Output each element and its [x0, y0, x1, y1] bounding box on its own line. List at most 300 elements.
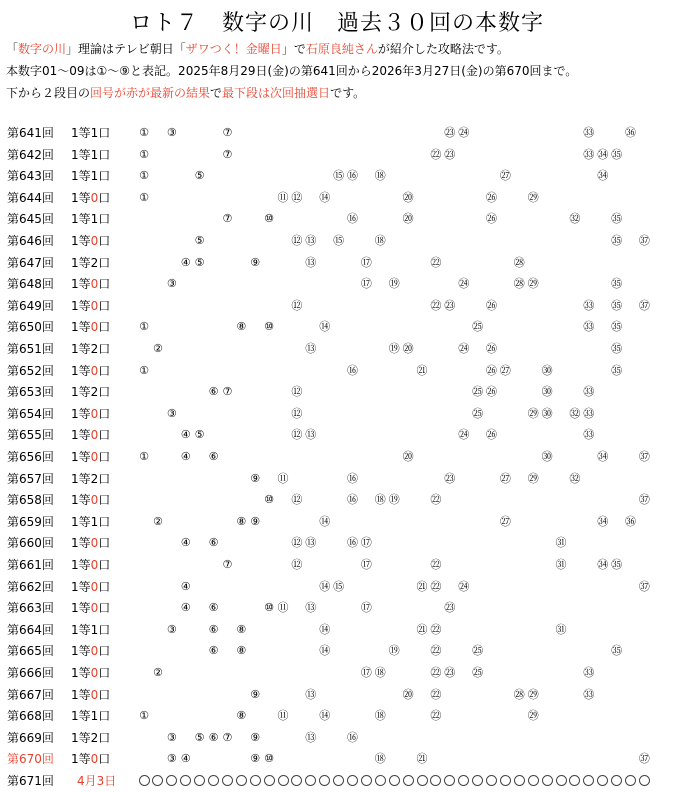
prize-count: 1等2口: [71, 730, 111, 745]
winning-number: ⑦: [222, 126, 233, 139]
empty-slot-circle: [305, 775, 316, 786]
winning-number: ⑧: [236, 709, 247, 723]
winning-number: ⑫: [291, 385, 303, 399]
draw-number: 第662回: [7, 579, 54, 594]
empty-slot-circle: [417, 775, 428, 786]
winning-number: ⑯: [347, 212, 358, 226]
page-title: ロト７ 数字の川 過去３０回の本数字: [129, 11, 544, 36]
winning-number: ⑬: [305, 536, 317, 550]
winning-number: ㉞: [597, 514, 609, 528]
winning-number: ㉞: [597, 558, 609, 571]
winning-number: ②: [152, 514, 163, 528]
table-row: [0, 295, 674, 317]
winning-number: ③: [166, 126, 177, 139]
table-row: [0, 424, 674, 446]
prize-count: 1等0口: [71, 644, 111, 659]
winning-number: ㉔: [458, 428, 470, 442]
winning-number: ㉝: [583, 385, 595, 399]
winning-number: ⑦: [222, 147, 233, 161]
winning-number: ㊲: [638, 450, 650, 463]
draw-number: 第657回: [7, 471, 54, 486]
winning-number: ⑰: [360, 536, 372, 550]
winning-number: ⑫: [291, 298, 303, 312]
table-row: [0, 489, 674, 511]
draw-number: 第664回: [7, 622, 54, 637]
table-row: [0, 252, 674, 274]
winning-number: ⑨: [250, 255, 261, 269]
winning-number: ㉚: [541, 363, 553, 377]
winning-number: ㉖: [486, 363, 497, 377]
empty-slot-circle: [625, 775, 636, 786]
draw-number: 第659回: [7, 514, 54, 529]
winning-number: ⑦: [222, 558, 233, 571]
winning-number: ⑯: [347, 536, 358, 550]
prize-count: 1等0口: [71, 536, 111, 551]
winning-number: ㉒: [430, 687, 442, 701]
winning-number: ㊲: [638, 298, 650, 312]
winning-number: ⑬: [305, 234, 317, 247]
prize-count: 1等0口: [71, 234, 111, 248]
prize-count: 1等1口: [71, 126, 111, 140]
winning-number: ③: [166, 752, 177, 766]
winning-number: ㉟: [611, 644, 623, 658]
winning-number: ⑭: [319, 579, 331, 593]
winning-number: ⑫: [291, 428, 303, 442]
winning-number: ㉟: [611, 298, 623, 312]
winning-number: ㉔: [458, 277, 470, 291]
winning-number: ㉙: [527, 471, 539, 485]
empty-slot-circle: [291, 775, 302, 786]
draw-number: 第666回: [7, 666, 54, 680]
winning-number: ⑥: [208, 385, 219, 399]
draw-number: 第642回: [7, 147, 54, 162]
draw-number: 第646回: [7, 234, 54, 248]
prize-count: 1等1口: [71, 147, 111, 162]
prize-count: 1等0口: [71, 687, 111, 702]
winning-number: ⑧: [236, 622, 247, 636]
draw-number: 第661回: [7, 558, 54, 572]
winning-number: ①: [139, 190, 149, 204]
winning-number: ⑯: [347, 363, 358, 377]
winning-number: ①: [139, 169, 149, 183]
table-row: [0, 165, 674, 187]
draw-number: 第654回: [7, 406, 54, 421]
winning-number: ㉗: [499, 514, 511, 528]
winning-number: ㉓: [444, 147, 456, 161]
winning-number: ㉞: [597, 147, 609, 161]
winning-number: ⑦: [222, 212, 233, 226]
winning-number: ⑯: [347, 169, 358, 183]
winning-number: ⑪: [277, 190, 289, 204]
winning-number: ㊱: [625, 126, 636, 139]
winning-number: ⑫: [291, 190, 303, 204]
winning-number: ㉔: [458, 342, 470, 355]
prize-count: 1等0口: [71, 493, 111, 508]
winning-number: ⑨: [250, 514, 261, 528]
empty-slot-circle: [444, 775, 455, 786]
empty-slot-circle: [194, 775, 205, 786]
winning-number: ㉘: [513, 277, 525, 291]
draw-number: 第648回: [7, 277, 54, 292]
winning-number: ㉙: [527, 277, 539, 291]
winning-number: ⑩: [264, 320, 275, 334]
winning-number: ㉒: [430, 622, 442, 636]
winning-number: ③: [166, 622, 177, 636]
winning-number: ⑬: [305, 255, 317, 269]
draw-number: 第644回: [7, 190, 54, 205]
draw-number: 第667回: [7, 687, 54, 702]
intro-segment: が紹介した攻略法です。: [377, 42, 509, 56]
winning-number: ㉝: [583, 666, 595, 679]
intro-segment: です。: [330, 86, 366, 100]
table-row: [0, 316, 674, 338]
winning-number: ㉕: [472, 644, 484, 658]
winning-number: ㊱: [625, 514, 636, 528]
empty-slot-circle: [639, 775, 650, 786]
winning-number: ㉘: [513, 687, 525, 701]
empty-slot-circle: [139, 775, 150, 786]
intro-segment: で: [210, 86, 223, 100]
winning-number: ⑱: [374, 169, 386, 183]
winning-number: ⑳: [402, 450, 414, 463]
empty-slot-circle: [333, 775, 344, 786]
table-row: [0, 230, 674, 252]
winning-number: ㉗: [499, 471, 511, 485]
empty-slot-circle: [389, 775, 400, 786]
empty-slot-circle: [597, 775, 608, 786]
winning-number: ㉚: [541, 406, 553, 420]
winning-number: ㉛: [555, 558, 567, 571]
winning-number: ⑱: [374, 666, 386, 679]
winning-number: ⑤: [194, 428, 205, 442]
winning-number: ⑭: [319, 514, 331, 528]
table-row: [0, 705, 674, 727]
winning-number: ㉖: [486, 428, 497, 442]
empty-slot-circle: [264, 775, 275, 786]
table-row: [0, 122, 674, 144]
winning-number: ④: [180, 601, 191, 615]
winning-number: ㉑: [416, 363, 428, 377]
prize-count: 1等0口: [71, 298, 111, 313]
table-row: [0, 576, 674, 598]
winning-number: ⑪: [277, 471, 289, 485]
winning-number: ⑥: [208, 536, 219, 550]
draw-number: 第647回: [7, 255, 54, 270]
winning-number: ㉖: [486, 190, 497, 204]
empty-slot-circle: [430, 775, 441, 786]
winning-number: ⑬: [305, 730, 317, 744]
winning-number: ㉝: [583, 428, 595, 442]
winning-number: ④: [180, 536, 191, 550]
table-row: [0, 381, 674, 403]
winning-number: ㉙: [527, 709, 539, 723]
table-row: [0, 468, 674, 490]
winning-number: ㉕: [472, 406, 484, 420]
winning-number: ③: [166, 730, 177, 744]
winning-number: ⑲: [388, 342, 400, 355]
winning-number: ㉙: [527, 406, 539, 420]
prize-count: 1等1口: [71, 212, 111, 227]
winning-number: ⑰: [360, 277, 372, 291]
winning-number: ①: [139, 147, 149, 161]
empty-slot-circle: [278, 775, 289, 786]
winning-number: ⑫: [291, 406, 303, 420]
empty-slot-circle: [180, 775, 191, 786]
winning-number: ㉕: [472, 320, 484, 334]
winning-number: ⑤: [194, 255, 205, 269]
draw-number: 第670回: [7, 752, 54, 767]
winning-number: ④: [180, 752, 191, 766]
winning-number: ⑰: [360, 601, 372, 615]
intro-segment: 」で: [281, 42, 306, 56]
prize-count: 1等0口: [71, 666, 111, 680]
winning-number: ⑨: [250, 687, 261, 701]
winning-number: ㉛: [555, 622, 567, 636]
winning-number: ①: [139, 126, 149, 139]
winning-number: ㉑: [416, 752, 428, 766]
draw-number: 第663回: [7, 601, 54, 616]
winning-number: ㉒: [430, 666, 442, 679]
winning-number: ㉟: [611, 277, 623, 291]
winning-number: ㉒: [430, 709, 442, 723]
empty-slot-circle: [472, 775, 483, 786]
winning-number: ⑦: [222, 730, 233, 744]
intro-segment: 石原良純さん: [305, 42, 378, 56]
empty-slot-circle: [403, 775, 414, 786]
intro-line-1: [6, 38, 670, 60]
next-draw-number: 第671回: [7, 774, 54, 788]
winning-number: ㉓: [444, 126, 456, 139]
empty-slot-circle: [486, 775, 497, 786]
winning-number: ㉓: [444, 471, 456, 485]
table-row: [0, 619, 674, 641]
winning-number: ㉟: [611, 147, 623, 161]
winning-number: ⑪: [277, 601, 289, 615]
winning-number: ⑨: [250, 752, 261, 766]
table-row: [0, 727, 674, 749]
winning-number: ⑬: [305, 342, 317, 355]
prize-count: 1等0口: [71, 450, 111, 464]
table-row: [0, 187, 674, 209]
winning-number: ㊲: [638, 234, 650, 247]
winning-number: ㉒: [430, 579, 442, 593]
table-row: [0, 662, 674, 684]
winning-number: ㉟: [611, 320, 623, 334]
prize-count: 1等0口: [71, 752, 111, 767]
table-row: [0, 208, 674, 230]
prize-count: 1等2口: [71, 342, 111, 356]
winning-number: ⑬: [305, 428, 317, 442]
winning-number: ⑱: [374, 493, 386, 507]
winning-number: ①: [139, 363, 149, 377]
prize-count: 1等1口: [71, 622, 111, 637]
winning-number: ①: [139, 709, 149, 723]
winning-number: ㉚: [541, 385, 553, 399]
empty-slot-circle: [458, 775, 469, 786]
winning-number: ⑧: [236, 644, 247, 658]
winning-number: ⑩: [264, 493, 275, 507]
empty-slot-circle: [500, 775, 511, 786]
winning-number: ㉟: [611, 212, 623, 226]
winning-number: ㉝: [583, 147, 595, 161]
winning-number: ⑥: [208, 644, 219, 658]
winning-number: ㉓: [444, 298, 456, 312]
winning-number: ⑩: [264, 601, 275, 615]
winning-number: ⑲: [388, 493, 400, 507]
draw-number: 第669回: [7, 730, 54, 745]
table-row: [0, 446, 674, 468]
winning-number: ㉕: [472, 385, 484, 399]
winning-number: ①: [139, 450, 149, 463]
winning-number: ㉔: [458, 126, 470, 139]
prize-count: 1等0口: [71, 428, 111, 443]
winning-number: ⑪: [277, 709, 289, 723]
winning-number: ⑤: [194, 234, 205, 247]
prize-count: 1等2口: [71, 385, 111, 400]
winning-number: ㉗: [499, 169, 511, 183]
winning-number: ㊲: [638, 752, 650, 766]
winning-number: ㉘: [513, 255, 525, 269]
winning-number: ⑧: [236, 514, 247, 528]
winning-number: ㉖: [486, 342, 497, 355]
winning-number: ⑥: [208, 622, 219, 636]
winning-number: ⑭: [319, 622, 331, 636]
winning-number: ㉟: [611, 363, 623, 377]
winning-number: ⑯: [347, 493, 358, 507]
winning-number: ⑳: [402, 212, 414, 226]
prize-count: 1等2口: [71, 471, 111, 486]
empty-slot-circle: [222, 775, 233, 786]
empty-slot-circle: [361, 775, 372, 786]
winning-number: ②: [152, 342, 163, 355]
winning-number: ㉑: [416, 579, 428, 593]
winning-number: ⑬: [305, 687, 317, 701]
winning-number: ㉝: [583, 687, 595, 701]
winning-number: ③: [166, 277, 177, 291]
draw-number: 第652回: [7, 363, 54, 378]
empty-slot-circle: [347, 775, 358, 786]
winning-number: ㉜: [569, 406, 581, 420]
winning-number: ⑨: [250, 471, 261, 485]
intro-segment: 「: [6, 42, 19, 56]
winning-number: ⑰: [360, 558, 372, 571]
table-row: [0, 597, 674, 619]
draw-number: 第656回: [7, 450, 54, 464]
intro-line-3: [6, 82, 670, 104]
winning-number: ①: [139, 320, 149, 334]
prize-count: 1等0口: [71, 406, 111, 421]
winning-number: ㉝: [583, 126, 595, 139]
winning-number: ④: [180, 255, 191, 269]
table-row: [0, 748, 674, 770]
winning-number: ㉟: [611, 234, 623, 247]
winning-number: ⑯: [347, 471, 358, 485]
winning-number: ⑫: [291, 493, 303, 507]
winning-number: ㉞: [597, 450, 609, 463]
winning-number: ③: [166, 406, 177, 420]
intro-segment: 」理論はテレビ朝日「: [66, 42, 186, 56]
draw-number: 第665回: [7, 644, 54, 659]
winning-number: ㉜: [569, 212, 581, 226]
winning-number: ⑲: [388, 277, 400, 291]
winning-number: ⑰: [360, 666, 372, 679]
winning-number: ㉖: [486, 385, 497, 399]
table-row: [0, 554, 674, 576]
prize-count: 1等1口: [71, 514, 111, 529]
prize-count: 1等0口: [71, 363, 111, 378]
winning-number: ㊲: [638, 493, 650, 507]
winning-number: ⑳: [402, 190, 414, 204]
prize-count: 1等0口: [71, 277, 111, 292]
intro-line-2: 本数字01〜09は①〜⑨と表記。2025年8月29日(金)の第641回から2026年3月27日(金)の第670回まで。: [6, 64, 578, 78]
winning-number: ⑨: [250, 730, 261, 744]
empty-slot-circle: [514, 775, 525, 786]
prize-count: 1等0口: [71, 558, 111, 572]
winning-number: ㉙: [527, 687, 539, 701]
intro-segment: 下から２段目の: [6, 86, 91, 100]
prize-count: 1等0口: [71, 320, 111, 335]
draw-number: 第660回: [7, 536, 54, 551]
winning-number: ⑫: [291, 234, 303, 247]
empty-slot-circle: [152, 775, 163, 786]
table-row: [0, 338, 674, 360]
winning-number: ㉚: [541, 450, 553, 463]
winning-number: ⑱: [374, 234, 386, 247]
empty-slot-circle: [166, 775, 177, 786]
empty-slot-circle: [569, 775, 580, 786]
winning-number: ⑭: [319, 190, 331, 204]
empty-slot-circle: [208, 775, 219, 786]
winning-number: ⑳: [402, 342, 414, 355]
draw-number: 第668回: [7, 709, 54, 724]
winning-number: ⑩: [264, 212, 275, 226]
table-row: [0, 144, 674, 166]
winning-number: ⑫: [291, 536, 303, 550]
intro-segment: ザワつく！金曜日: [185, 42, 282, 56]
winning-number: ㉛: [555, 536, 567, 550]
winning-number: ④: [180, 428, 191, 442]
winning-number: ⑤: [194, 169, 205, 183]
empty-slot-circle: [528, 775, 539, 786]
winning-number: ㉜: [569, 471, 581, 485]
winning-number: ⑥: [208, 450, 219, 463]
winning-number: ㉓: [444, 666, 456, 679]
winning-number: ㉟: [611, 342, 623, 355]
draw-number: 第653回: [7, 385, 54, 400]
table-row: [0, 640, 674, 662]
prize-count: 1等0口: [71, 190, 111, 205]
next-draw-row: [0, 770, 674, 792]
winning-number: ㉕: [472, 666, 484, 679]
winning-number: ⑭: [319, 709, 331, 723]
winning-number: ⑬: [305, 601, 317, 615]
winning-number: ②: [152, 666, 163, 679]
prize-count: 1等2口: [71, 255, 111, 270]
prize-count: 1等1口: [71, 709, 111, 724]
winning-number: ⑳: [402, 687, 414, 701]
winning-number: ⑭: [319, 320, 331, 334]
winning-number: ⑤: [194, 730, 205, 744]
winning-number: ㉖: [486, 212, 497, 226]
winning-number: ⑮: [333, 169, 345, 183]
draw-number: 第655回: [7, 428, 54, 443]
prize-count: 1等1口: [71, 169, 111, 184]
winning-number: ㉒: [430, 298, 442, 312]
winning-number: ㉑: [416, 622, 428, 636]
winning-number: ⑦: [222, 385, 233, 399]
intro-segment: 最下段は次回抽選日: [222, 86, 331, 100]
winning-number: ㉟: [611, 558, 623, 571]
